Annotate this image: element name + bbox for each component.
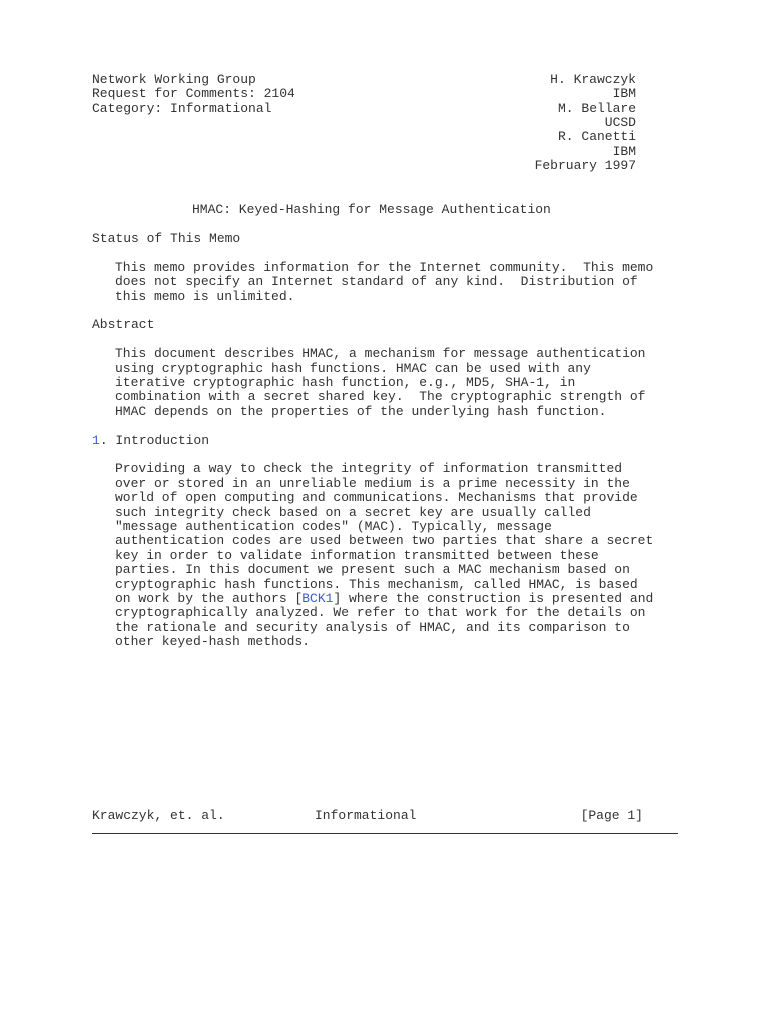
status-line: this memo is unlimited. [115, 289, 295, 304]
document-title: HMAC: Keyed-Hashing for Message Authentication [192, 202, 551, 217]
status-line: does not specify an Internet standard of any kind. Distribution of [115, 274, 638, 289]
date: February 1997 [534, 158, 636, 173]
abstract-line: iterative cryptographic hash function, e.g., MD5, SHA-1, in [115, 375, 576, 390]
intro-line: Providing a way to check the integrity of information transmitted [115, 461, 623, 476]
footer-page-number: [Page 1] [580, 808, 643, 823]
abstract-heading: Abstract [92, 317, 155, 332]
author-2: M. Bellare [557, 101, 636, 116]
intro-heading [92, 434, 209, 448]
intro-line: cryptographically analyzed. We refer to that work for the details on [115, 605, 646, 620]
abstract-line: HMAC depends on the properties of the underlying hash function. [115, 404, 607, 419]
intro-ref-after: ] where the construction is presented and [333, 591, 654, 606]
intro-line: such integrity check based on a secret key are usually called [115, 505, 591, 520]
header-category: Category: Informational [92, 101, 272, 116]
intro-heading-text: . Introduction [99, 433, 210, 448]
section-1-link[interactable]: 1 [92, 433, 100, 448]
intro-line: key in order to validate information transmitted between these [115, 548, 599, 563]
affiliation-3: IBM [612, 144, 636, 159]
bck1-reference-link[interactable]: BCK1 [302, 591, 334, 606]
author-3: R. Canetti [557, 129, 636, 144]
intro-line: parties. In this document we present such a MAC mechanism based on [115, 562, 630, 577]
intro-line: other keyed-hash methods. [115, 634, 311, 649]
intro-line: authentication codes are used between two parties that share a secret [115, 533, 654, 548]
footer-category: Informational [315, 808, 417, 823]
header-group: Network Working Group [92, 72, 256, 87]
status-heading: Status of This Memo [92, 231, 241, 246]
intro-line: world of open computing and communications. Mechanisms that provide [115, 490, 638, 505]
abstract-line: This document describes HMAC, a mechanism for message authentication [115, 346, 646, 361]
intro-line: cryptographic hash functions. This mechanism, called HMAC, is based [115, 577, 638, 592]
intro-line: over or stored in an unreliable medium is a prime necessity in the [115, 476, 630, 491]
author-1: H. Krawczyk [550, 72, 636, 87]
affiliation-1: IBM [612, 86, 636, 101]
affiliation-2: UCSD [604, 115, 636, 130]
intro-ref-before: on work by the authors [ [115, 591, 303, 606]
intro-line: "message authentication codes" (MAC). Typically, message [115, 519, 552, 534]
abstract-line: combination with a secret shared key. The cryptographic strength of [115, 389, 646, 404]
footer-authors: Krawczyk, et. al. [92, 808, 225, 823]
page-divider [92, 833, 678, 834]
intro-line: the rationale and security analysis of HMAC, and its comparison to [115, 620, 630, 635]
status-line: This memo provides information for the Internet community. This memo [115, 260, 654, 275]
abstract-line: using cryptographic hash functions. HMAC can be used with any [115, 361, 591, 376]
header-rfc: Request for Comments: 2104 [92, 86, 295, 101]
